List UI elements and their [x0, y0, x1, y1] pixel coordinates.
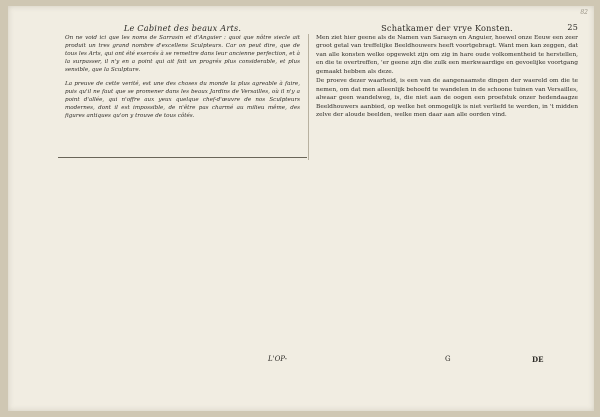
left-page-text — [65, 24, 300, 125]
right-paragraph-2: De proeve dezer waarheid, is een van de aangenaamste dingen der waereld om die te nemen, om dat men alleenlijk behoefd te wandelen in de schoone tuinen van Versailles, alwaar geen wandelweg, is, die niet aan de oogen een proefstuk onzer hedendaagze Beeldhouwers aanbied, op welke het onmogelijk is niet verliefd te werden, in 't midden zelve der aloude beelden, welke men daar aan alle oorden vind. — [316, 78, 578, 118]
right-catchword: DE — [532, 355, 544, 364]
gutter-line — [308, 34, 309, 160]
left-paragraph-2: La preuve de cette verité, est une des choses du monde la plus agreable à faire, puis qu'il ne faut que se promener dans les beaux Jardins de Versailles, où il n'y a point d'allée, qui n'offre aux yeux quelque chef-d'œuvre de nos Sculpteurs modernes, dont il est impossible, de n'être pas charmé au milieu même, des figures antiques qu'on y trouve de tous côtés. — [65, 80, 300, 119]
left-paragraph-1: On ne void ici que les noms de Sarrasin et d'Anguier : quoi que nôtre siecle ait produit un tres grand nombre d'excellens Sculpteurs. Car on peut dire, que de tous les Arts, qui ont été exercés à se remettre dans leur ancienne perfection, et à la surpasser, il n'y en a point qui ait fait un progrés plus considerable, et plus sensible, que la Sculpture. — [65, 35, 300, 74]
right-paragraph-1: Men ziet hier geene als de Namen van Sarasyn en Anguier, hoewel onze Eeuw een zeer groot getal van treffelijke Beeldhouwers heeft voortgebragt. Want men kan zeggen, dat van alle konsten welke opgewekt zijn om zig in hare oude volkomentheid te herstellen, en die te overtreffen, 'er geene zijn die zulk een merkwaardige en gevoelijke voortgang gemaakt hebben als deze. — [316, 34, 578, 75]
left-page-header: Le Cabinet des beaux Arts. — [123, 23, 242, 33]
left-page-rule — [58, 157, 307, 158]
signature-mark: G — [445, 355, 451, 363]
corner-mark: 82 — [580, 9, 588, 16]
left-catchword: L'OP- — [268, 355, 288, 363]
book-spread — [8, 6, 594, 411]
right-page-text — [316, 24, 578, 121]
right-page-number: 25 — [567, 23, 578, 32]
right-page-title: Schatkamer der vrye Konsten. — [381, 23, 513, 33]
right-page-header — [316, 24, 578, 33]
